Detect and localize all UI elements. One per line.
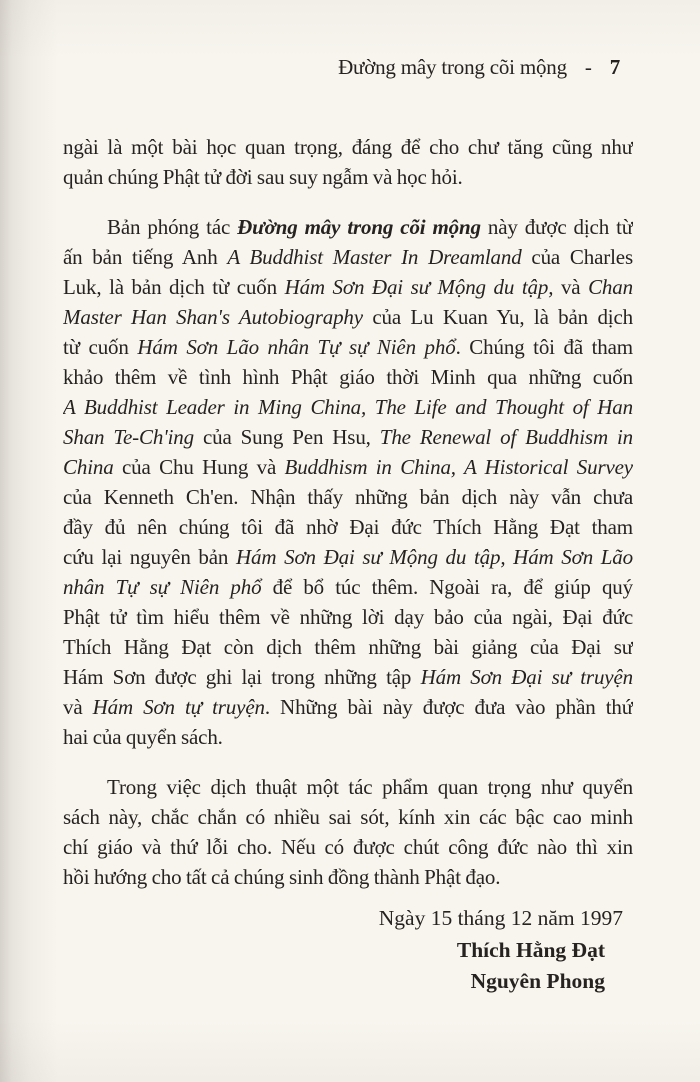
running-header (338, 55, 620, 80)
text-line (63, 722, 633, 752)
text-line (63, 272, 633, 302)
cited-title-italic: nhân Tự sự Niên phổ (63, 575, 262, 599)
signature-block (379, 903, 623, 998)
signature-name-author: Nguyên Phong (470, 969, 605, 993)
body-text: của Chu Hung và (113, 455, 285, 479)
body-text: ấn bản tiếng Anh (63, 245, 228, 269)
signature-date: Ngày 15 tháng 12 năm 1997 (378, 906, 623, 930)
cited-title-italic: Shan Te-Ch'ing (63, 425, 194, 449)
body-text: và (553, 275, 589, 299)
cited-title-italic: Hám Sơn tự truyện (92, 695, 265, 719)
cited-title-italic: Hám Sơn Đại sư Mộng du tập, (284, 275, 554, 299)
body-text: để bổ túc thêm. Ngoài ra, để giúp quý (261, 575, 633, 599)
cited-title-italic: Buddhism in China, A Historical Survey (284, 455, 633, 479)
text-line (63, 542, 633, 572)
signature-name-translator: Thích Hằng Đạt (456, 937, 605, 962)
text-line (63, 212, 633, 242)
body-text: Phật tử tìm hiểu thêm về những lời dạy bảo của ngài, Đại đức (63, 605, 633, 629)
text-line (63, 332, 633, 362)
text-line (63, 512, 633, 542)
text-line (63, 862, 633, 892)
body-paragraph (63, 772, 633, 892)
text-line (63, 572, 633, 602)
body-text: quản chúng Phật tử đời sau suy ngẫm và học hỏi. (63, 165, 463, 189)
text-line (63, 452, 633, 482)
body-paragraph (63, 212, 633, 752)
cited-title-italic: Chan (588, 275, 633, 299)
book-title-bold-italic: Đường mây trong cõi mộng (237, 215, 481, 239)
body-text: Luk, là bản dịch từ cuốn (63, 275, 285, 299)
cited-title-italic: A Buddhist Master In Dreamland (227, 245, 522, 269)
body-text: Thích Hằng Đạt còn dịch thêm những bài giảng của Đại sư (63, 635, 633, 659)
body-text: chí giáo và thứ lỗi cho. Nếu có được chút công đức nào thì xin (63, 835, 633, 859)
body-text: hai của quyển sách. (63, 725, 223, 749)
cited-title-italic: The Renewal of Buddhism in (379, 425, 633, 449)
body-text: cứu lại nguyên bản (63, 545, 236, 569)
body-text: Hám Sơn được ghi lại trong những tập (63, 665, 421, 689)
body-text: . Những bài này được đưa vào phần thứ (264, 695, 633, 719)
cited-title-italic: China (63, 455, 114, 479)
body-text: Trong việc dịch thuật một tác phẩm quan trọng như quyển (107, 775, 633, 799)
cited-title-italic: Hám Sơn Đại sư truyện (420, 665, 633, 689)
text-line (63, 422, 633, 452)
body-text: và (63, 695, 93, 719)
text-line (63, 632, 633, 662)
text-line (63, 302, 633, 332)
body-text: ngài là một bài học quan trọng, đáng để cho chư tăng cũng như (63, 135, 633, 159)
body-text: Bản phóng tác (107, 215, 238, 239)
running-header-title: Đường mây trong cõi mộng (338, 55, 567, 79)
body-text: của Sung Pen Hsu, (193, 425, 380, 449)
text-line (63, 482, 633, 512)
text-line (63, 392, 633, 422)
body-text: hồi hướng cho tất cả chúng sinh đồng thành Phật đạo. (63, 865, 501, 889)
text-line (63, 692, 633, 722)
body-text: đầy đủ nên chúng tôi đã nhờ Đại đức Thích Hằng Đạt tham (63, 515, 633, 539)
text-line (63, 662, 633, 692)
body-text: khảo thêm về tình hình Phật giáo thời Minh qua những cuốn (63, 365, 633, 389)
cited-title-italic: Hám Sơn Đại sư Mộng du tập, Hám Sơn Lão (236, 545, 633, 569)
body-text: từ cuốn (63, 335, 138, 359)
page-number: 7 (609, 55, 620, 79)
text-line (63, 362, 633, 392)
header-separator: - (584, 55, 592, 79)
body-text: của Kenneth Ch'en. Nhận thấy những bản dịch này vẫn chưa (63, 485, 633, 509)
text-line (63, 132, 633, 162)
body-text: . Chúng tôi đã tham (455, 335, 633, 359)
text-line (63, 832, 633, 862)
body-text: của Charles (521, 245, 633, 269)
cited-title-italic: Master Han Shan's Autobiography (63, 305, 363, 329)
text-line (63, 242, 633, 272)
text-line (63, 602, 633, 632)
body-text: của Lu Kuan Yu, là bản dịch (362, 305, 633, 329)
text-line (63, 802, 633, 832)
text-line (63, 162, 633, 192)
body-paragraph (63, 132, 633, 192)
body-text: sách này, chắc chắn có nhiều sai sót, kính xin các bậc cao minh (63, 805, 633, 829)
text-line (63, 772, 633, 802)
cited-title-italic: A Buddhist Leader in Ming China, The Life and Thought of Han (63, 395, 633, 419)
body-text: này được dịch từ (480, 215, 633, 239)
cited-title-italic: Hám Sơn Lão nhân Tự sự Niên phổ (137, 335, 456, 359)
page-body (63, 132, 633, 892)
